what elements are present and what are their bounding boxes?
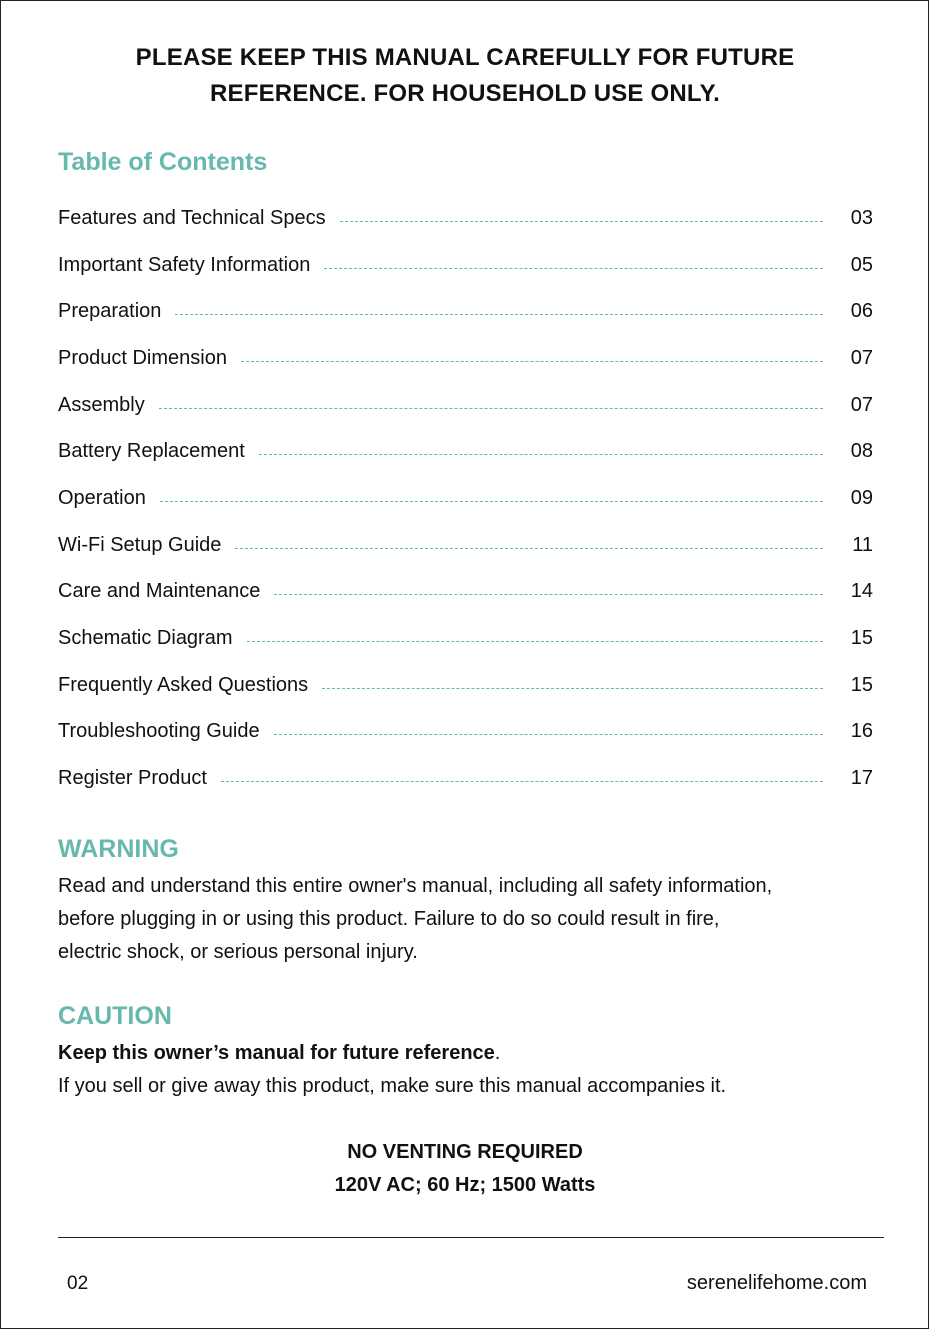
caution-text: [58, 1037, 878, 1103]
manual-notice-line-2: REFERENCE. FOR HOUSEHOLD USE ONLY.: [210, 80, 720, 107]
manual-notice-header: [60, 40, 870, 112]
toc-entry: [58, 709, 873, 756]
toc-entry: [58, 428, 873, 475]
toc-entry: [58, 615, 873, 662]
toc-dotted-leader: [322, 688, 823, 689]
toc-entry-label: Care and Maintenance: [58, 580, 261, 603]
warning-line-1: Read and understand this entire owner's manual, including all safety information,: [58, 875, 773, 897]
toc-dotted-leader: [274, 594, 823, 595]
toc-entry-label: Product Dimension: [58, 346, 227, 369]
toc-entry-label: Features and Technical Specs: [58, 206, 326, 229]
warning-line-3: electric shock, or serious personal injury.: [58, 941, 418, 963]
toc-entry-label: Preparation: [58, 300, 162, 323]
toc-entry-page: 07: [850, 393, 873, 416]
toc-entry: [58, 662, 873, 709]
toc-entry-page: 15: [850, 673, 873, 696]
toc-dotted-leader: [241, 361, 823, 362]
toc-dotted-leader: [259, 454, 823, 455]
toc-entry-page: 17: [850, 767, 873, 790]
toc-entry: [58, 242, 873, 289]
toc-entry: [58, 475, 873, 522]
toc-entry-page: 06: [850, 300, 873, 323]
toc-entry-page: 03: [850, 206, 873, 229]
warning-text: [58, 870, 878, 969]
toc-entry-label: Wi-Fi Setup Guide: [58, 533, 222, 556]
toc-entry: [58, 569, 873, 616]
toc-entry-label: Troubleshooting Guide: [58, 720, 260, 743]
toc-entry: [58, 195, 873, 242]
toc-title: Table of Contents: [58, 148, 268, 176]
toc-entry: [58, 335, 873, 382]
table-of-contents: [58, 195, 873, 802]
caution-title: CAUTION: [58, 1002, 172, 1030]
toc-entry-page: 07: [850, 346, 873, 369]
toc-entry-page: 05: [850, 253, 873, 276]
toc-entry-page: 16: [850, 720, 873, 743]
specs-block: [60, 1136, 870, 1202]
toc-entry-page: 15: [850, 627, 873, 650]
toc-entry-label: Battery Replacement: [58, 440, 245, 463]
toc-entry-label: Assembly: [58, 393, 145, 416]
toc-entry-label: Frequently Asked Questions: [58, 673, 309, 696]
caution-bold-text: Keep this owner’s manual for future reference: [58, 1042, 495, 1064]
toc-dotted-leader: [274, 734, 823, 735]
toc-dotted-leader: [160, 501, 823, 502]
toc-entry-page: 08: [850, 440, 873, 463]
toc-entry: [58, 522, 873, 569]
toc-dotted-leader: [324, 268, 823, 269]
toc-entry-label: Important Safety Information: [58, 253, 311, 276]
manual-notice-line-1: PLEASE KEEP THIS MANUAL CAREFULLY FOR FUTURE: [135, 44, 795, 71]
warning-line-2: before plugging in or using this product. Failure to do so could result in fire,: [58, 908, 720, 930]
toc-entry-label: Schematic Diagram: [58, 627, 233, 650]
caution-bold-suffix: .: [494, 1042, 501, 1064]
toc-dotted-leader: [340, 221, 823, 222]
toc-dotted-leader: [221, 781, 823, 782]
footer-website: serenelifehome.com: [686, 1272, 867, 1294]
footer-page-number: 02: [67, 1273, 89, 1294]
toc-entry-label: Register Product: [58, 767, 207, 790]
toc-dotted-leader: [235, 548, 823, 549]
toc-dotted-leader: [175, 314, 823, 315]
toc-entry-page: 14: [850, 580, 873, 603]
caution-line-2: If you sell or give away this product, make sure this manual accompanies it.: [58, 1075, 727, 1097]
toc-dotted-leader: [247, 641, 823, 642]
warning-title: WARNING: [58, 835, 179, 863]
toc-entry-label: Operation: [58, 486, 146, 509]
toc-entry: [58, 382, 873, 429]
toc-entry-page: 11: [852, 533, 873, 556]
no-venting-label: NO VENTING REQUIRED: [347, 1141, 583, 1163]
electrical-spec: 120V AC; 60 Hz; 1500 Watts: [334, 1174, 596, 1196]
toc-entry-page: 09: [850, 486, 873, 509]
caution-line-1: [58, 1037, 878, 1070]
toc-dotted-leader: [159, 408, 823, 409]
footer-divider: [58, 1237, 884, 1238]
toc-entry: [58, 755, 873, 802]
toc-entry: [58, 288, 873, 335]
